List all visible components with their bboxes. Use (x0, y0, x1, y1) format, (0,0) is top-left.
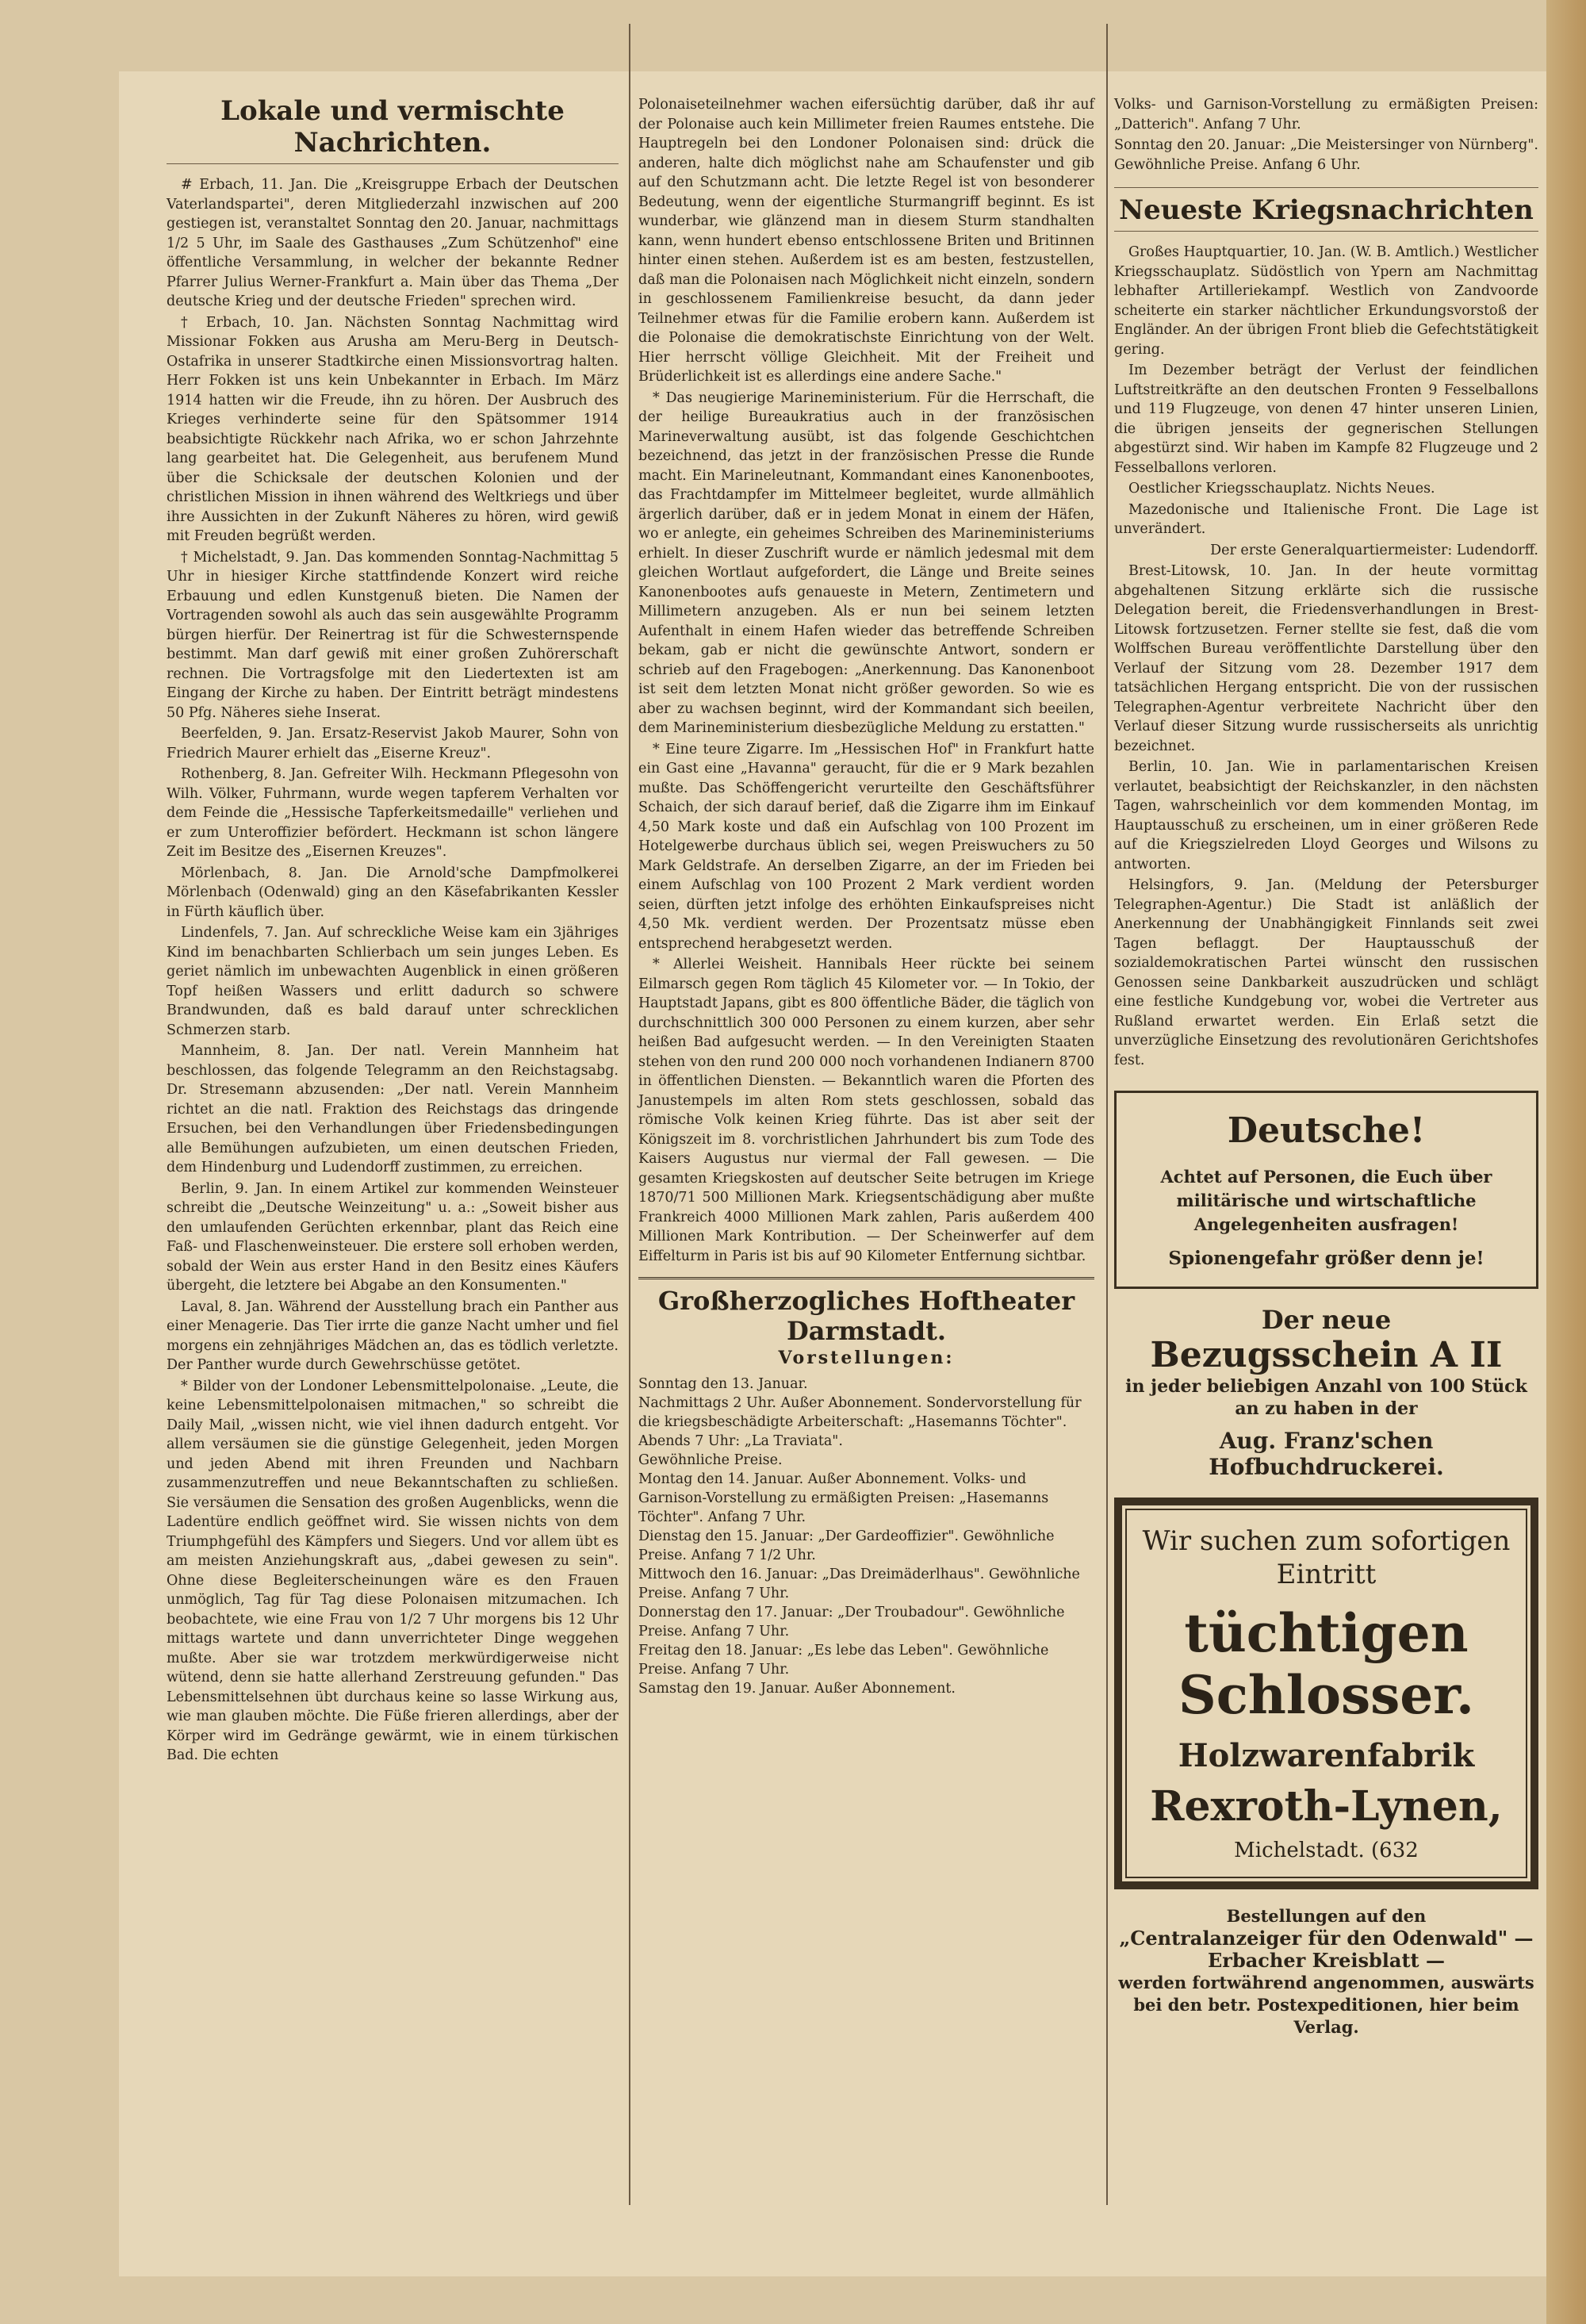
ad-body: Achtet auf Personen, die Euch über militärische und wirtschaftliche Angelegenheiten ausfragen! (1160, 1167, 1492, 1234)
theatre-entry: Samstag den 19. Januar. Außer Abonnement. (638, 1681, 956, 1697)
ad-line: „Centralanzeiger für den Odenwald" — Erbacher Kreisblatt — (1119, 1927, 1534, 1972)
theatre-title: Großherzogliches Hoftheater Darmstadt. (657, 1286, 1075, 1346)
article: Berlin, 10. Jan. Wie in parlamentarischen Kreisen verlautet, beabsichtigt der Reichskanzler, in den nächsten Tagen, wahrscheinlich vor dem kommenden Montag, im Hauptausschuß zu erscheinen, um in einer größeren Rede auf die Kriegszielreden Lloyd Georges und Wilsons zu antworten. (1114, 759, 1538, 872)
section-headline: Lokale und vermischte Nachrichten. (167, 95, 619, 164)
ad-line: Bezugsschein A II (1150, 1335, 1503, 1375)
ad-spy-warning (1114, 1091, 1538, 1289)
article: † Erbach, 10. Jan. Nächsten Sonntag Nachmittag wird Missionar Fokken aus Arusha am Meru-Berg in Deutsch-Ostafrika in unserer Stadtkirche einen Missionsvortrag halten. Herr Fokken ist uns kein Unbekannter in Erbach. Im März 1914 hatten wir die Freude, ihn zu hören. Der Ausbruch des Krieges verhinderte seine für den Spätsommer 1914 beabsichtigte Rückkehr nach Afrika, wo er schon Jahrzehnte lang gearbeitet hat. Die Gelegenheit, aus berufenem Mund über die Schicksale der deutschen Kolonien und der christlichen Mission in ihnen während des Weltkriegs und über ihre Aussichten in der Zukunft Näheres zu hören, wird gewiß mit Freuden begrüßt werden. (167, 314, 619, 544)
theatre-entry: Sonntag den 13. Januar. (638, 1376, 808, 1392)
ad-line: Michelstadt. (632 (1234, 1839, 1419, 1862)
ad-line: Der neue (1261, 1305, 1392, 1335)
ad-bezugsschein (1114, 1305, 1538, 1480)
article: * Allerlei Weisheit. Hannibals Heer rückte bei seinem Eilmarsch gegen Rom täglich 45 Kilometer vor. — In Tokio, der Hauptstadt Japans, gibt es 800 öffentliche Bäder, die täglich von durchschnittlich 300 000 Personen zu einem kurzen, aber sehr heißen Bad aufgesucht werden. — In den Vereinigten Staaten stehen von den rund 200 000 noch vorhandenen Indianern 8700 in öffentlichen Diensten. — Bekanntlich waren die Pforten des Janustempels im alten Rom stets geschlossen, sobald das römische Volk keinen Krieg führte. Das ist aber seit der Königszeit im 8. vorchristlichen Jahrhundert bis zum Tode des Kaisers Augustus nur viermal der Fall gewesen. — Die gesamten Kriegskosten auf deutscher Seite betrugen im Kriege 1870/71 500 Millionen Mark. Kriegsentschädigung aber mußte Frankreich 4000 Millionen Mark zahlen, Paris außerdem 400 Millionen Mark Kontribution. — Der Scheinwerfer auf dem Eiffelturm in Paris ist bis auf 90 Kilometer Entfernung sichtbar. (638, 957, 1094, 1264)
theatre-entry: Freitag den 18. Januar: „Es lebe das Leben". Gewöhnliche Preise. Anfang 7 Uhr. (638, 1643, 1049, 1678)
article: Mazedonische und Italienische Front. Die Lage ist unverändert. (1114, 501, 1538, 537)
article: Lindenfels, 7. Jan. Auf schreckliche Weise kam ein 3jähriges Kind im benachbarten Schlierbach um sein junges Leben. Es geriet nämlich im unbewachten Augenblick in einen größeren Topf heißen Wassers und erlitt dadurch so schwere Brandwunden, daß es bald darauf unter schrecklichen Schmerzen starb. (167, 925, 619, 1038)
theatre-entry: Abends 7 Uhr: „La Traviata". (638, 1433, 843, 1449)
article: * Bilder von der Londoner Lebensmittelpolonaise. „Leute, die keine Lebensmittelpolonaisen mitmachen," so schreibt die Daily Mail, „wissen nicht, wie viel ihnen dadurch entgeht. Vor allem versäumen sie die günstige Gelegenheit, jeden Morgen und jeden Abend mit ihren Freunden und Nachbarn zusammenzutreffen und neue Bekanntschaften zu schließen. Sie versäumen die Sensation des großen Augenblicks, wenn die Ladentüre endlich geöffnet wird. Sie wissen nichts von dem Triumphgefühl des Kämpfers und Siegers. Und vor allem übt es am meisten Anziehungskraft aus, „dabei gewesen zu sein". Ohne diese Begleiterscheinungen wäre es den Frauen unmöglich, Tag für Tag diese Polonaisen mitzumachen. Ich beobachtete, wie eine Frau von 1/2 7 Uhr morgens bis 12 Uhr mittags wartete und dann unverrichteter Dinge weggehen mußte. Aber sie war trotzdem merkwürdigerweise nicht wütend, denn sie hatte allerhand Zerstreuung gefunden." Das Lebensmittelsehnen übt durchaus keine so lasse Wirkung aus, wie man glauben möchte. Die Füße frieren allerdings, aber der Körper wird im Gedränge gewärmt, wie in einem türkischen Bad. Die echten (167, 1378, 619, 1763)
ad-line: Bestellungen auf den (1226, 1906, 1427, 1926)
ad-line: Holzwarenfabrik (1178, 1737, 1475, 1774)
column-rule (1106, 24, 1108, 2205)
column-local-news (167, 95, 619, 1767)
article: Polonaiseteilnehmer wachen eifersüchtig darüber, daß ihr auf der Polonaise auch kein Millimeter freien Raumes entstehe. Die Hauptregeln bei den Londoner Polonaisen sind: drück die anderen, halte dich möglichst nahe am Schaufenster und gib auf den Schutzmann acht. Die letzte Regel ist von besonderer Bedeutung, wenn der eigentliche Sturmangriff beginnt. Es ist wunderbar, wie glänzend man in diesem Sturm standhalten kann, wenn hundert ebenso entschlossene Briten und Britinnen hinter einen stehen. Außerdem ist es am besten, festzustellen, daß man die Polonaisen nach Möglichkeit nicht einzeln, sondern in geschlossenem Familienkreise besucht, da dann jeder Teilnehmer etwas für die Familie erobern kann. Außerdem ist die Polonaise die demokratischste Einrichtung von der Welt. Hier herrscht völlige Gleichheit. Mit der Freiheit und Brüderlichkeit ist es allerdings eine andere Sache." (638, 97, 1094, 385)
ad-orders (1114, 1905, 1538, 2038)
ad-line: in jeder beliebigen Anzahl von 100 Stück an zu haben in der (1125, 1376, 1527, 1419)
article: Beerfelden, 9. Jan. Ersatz-Reservist Jakob Maurer, Sohn von Friedrich Maurer erhielt das „Eiserne Kreuz". (167, 726, 619, 761)
theatre-entry: Sonntag den 20. Januar: „Die Meistersinger von Nürnberg". Gewöhnliche Preise. Anfang 6 Uhr. (1114, 137, 1538, 173)
ad-line: Rexroth-Lynen, (1150, 1782, 1503, 1831)
article-list (167, 175, 619, 1766)
article: * Das neugierige Marineministerium. Für die Herrschaft, die der heilige Bureaukratius auch in der französischen Marineverwaltung ausübt, ist das folgende Geschichtchen bezeichnend, das jetzt in der französischen Presse die Runde macht. Ein Marineleutnant, Kommandant eines Kanonenbootes, das Frachtdampfer im Mittelmeer begleitet, wurde allmählich ärgerlich darüber, daß er in jedem Monat in einem der Häfen, wo er anlegte, ein geheimes Schreiben des Marineministeriums erhielt. In dieser Zuschrift wurde er nämlich jedesmal mit dem gleichen Wortlaut aufgefordert, die Länge und Breite seines Kanonenbootes aufs genaueste in Metern, Zentimetern und Millimetern anzugeben. Als er nun bei seinem letzten Aufenthalt in einem Hafen wieder das betreffende Schreiben bekam, gab er nicht die gewünschte Antwort, sondern er schrieb auf den Fragebogen: „Anerkennung. Das Kanonenboot ist seit dem letzten Monat nicht größer geworden. So wie es aber zu wachsen beginnt, wird der Kommandant sich beeilen, dem Marineministerium diesbezügliche Meldung zu erstatten." (638, 389, 1094, 736)
article: Mörlenbach, 8. Jan. Die Arnold'sche Dampfmolkerei Mörlenbach (Odenwald) ging an den Käsefabrikanten Kessler in Fürth käuflich über. (167, 865, 619, 920)
page-edge (1546, 0, 1586, 2324)
article: Laval, 8. Jan. Während der Ausstellung brach ein Panther aus einer Menagerie. Das Tier irrte die ganze Nacht umher und fiel morgens ein zehnjähriges Mädchen an, das es tödlich verletzte. Der Panther wurde durch Gewehrschüsse getötet. (167, 1298, 619, 1373)
article: Berlin, 9. Jan. In einem Artikel zur kommenden Weinsteuer schreibt die „Deutsche Weinzeitung" u. a.: „Soweit bisher aus den umlaufenden Gerüchten erkennbar, plant das Reich eine Faß- und Flaschenweinsteuer. Die erstere soll erhoben werden, sobald der Wein aus erster Hand in den Besitz eines Käufers übergeht, die letztere bei Abgabe an den Konsumenten." (167, 1180, 619, 1294)
article: † Michelstadt, 9. Jan. Das kommenden Sonntag-Nachmittag 5 Uhr in hiesiger Kirche stattfindende Konzert wird reiche Erbauung und edlen Kunstgenuß bieten. Die Namen der Vortragenden sowohl als auch das sein ausgewählte Programm bürgen hierfür. Der Reinertrag ist für die Schwesternspende bestimmt. Man darf gewiß mit einer großen Zuhörerschaft rechnen. Die Vortragsfolge mit den Liedertexten ist am Eingang der Kirche zu haben. Der Eintritt beträgt mindestens 50 Pfg. Näheres siehe Inserat. (167, 549, 619, 721)
article: Im Dezember beträgt der Verlust der feindlichen Luftstreitkräfte an den deutschen Fronten 9 Fesselballons und 119 Flugzeuge, von denen 47 hinter unseren Linien, die übrigen jenseits der gegnerischen Stellungen abgestürzt sind. Wir haben im Kampfe 82 Flugzeuge und 2 Fesselballons verloren. (1114, 362, 1538, 476)
column-war-news (1114, 95, 1538, 2038)
article: Mannheim, 8. Jan. Der natl. Verein Mannheim hat beschlossen, das folgende Telegramm an den Reichstagsabg. Dr. Stresemann abzusenden: „Der natl. Verein Mannheim richtet an die natl. Fraktion des Reichstags das dringende Ersuchen, bei den Verhandlungen über Friedensbedingungen alle Bemühungen aufzubieten, um einen deutschen Frieden, dem Hindenburg und Ludendorff zustimmen, zu erreichen. (167, 1043, 619, 1175)
ad-line: werden fortwährend angenommen, auswärts bei den betr. Postexpeditionen, hier beim Verlag. (1118, 1973, 1534, 2037)
ad-line: tüchtigen Schlosser. (1178, 1602, 1474, 1726)
theatre-subtitle: Vorstellungen: (778, 1348, 955, 1368)
ad-job-offer (1114, 1498, 1538, 1889)
ad-line: Wir suchen zum sofortigen Eintritt (1142, 1525, 1511, 1590)
ad-title: Deutsche! (1227, 1110, 1426, 1151)
article: Helsingfors, 9. Jan. (Meldung der Petersburger Telegraphen-Agentur.) Die Stadt ist anläßlich der Anerkennung der Unabhängigkeit Finnlands seit zwei Tagen beflaggt. Der Hauptausschuß der sozialdemokratischen Partei wünscht den russischen Genossen seine Dankbarkeit auszudrücken und schlägt eine festliche Kundgebung vor, wobei die Vertreter aus Rußland erwartet werden. Ein Erlaß setzt die unverzügliche Einsetzung des revolutionären Gerichtshofes fest. (1114, 877, 1538, 1068)
theatre-continued (1114, 95, 1538, 174)
theatre-entry: Dienstag den 15. Januar: „Der Gardeoffizier". Gewöhnliche Preise. Anfang 7 1/2 Uhr. (638, 1528, 1055, 1563)
article: # Erbach, 11. Jan. Die „Kreisgruppe Erbach der Deutschen Vaterlandspartei", deren Mitgliederzahl inzwischen auf 200 gestiegen ist, veranstaltet Sonntag den 20. Januar, nachmittags 1/2 5 Uhr, im Saale des Gasthauses „Zum Schützenhof" eine öffentliche Versammlung, in welcher der bekannte Redner Pfarrer Julius Werner-Frankfurt a. Main über das Thema „Der deutsche Krieg und der deutsche Frieden" sprechen wird. (167, 177, 619, 309)
ad-footer: Spionengefahr größer denn je! (1168, 1248, 1484, 1269)
theatre-entry: Montag den 14. Januar. Außer Abonnement. Volks- und Garnison-Vorstellung zu ermäßigten Preisen: „Hasemanns Töchter". Anfang 7 Uhr. (638, 1471, 1049, 1525)
article-list (1114, 243, 1538, 1070)
article: Oestlicher Kriegsschauplatz. Nichts Neues. (1128, 481, 1435, 497)
column-misc-news (638, 95, 1094, 1698)
section-headline: Neueste Kriegsnachrichten (1114, 187, 1538, 232)
theatre-entry: Mittwoch den 16. Januar: „Das Dreimäderlhaus". Gewöhnliche Preise. Anfang 7 Uhr. (638, 1567, 1080, 1601)
column-rule (629, 24, 630, 2205)
article-list (638, 95, 1094, 1266)
ad-line: Aug. Franz'schen Hofbuchdruckerei. (1209, 1428, 1444, 1480)
article: Rothenberg, 8. Jan. Gefreiter Wilh. Heckmann Pflegesohn von Wilh. Völker, Fuhrmann, wurde wegen tapferem Verhalten vor dem Feinde die „Hessische Tapferkeitsmedaille" verliehen und er zum Unteroffizier befördert. Heckmann ist schon längere Zeit im Besitze des „Eisernen Kreuzes". (167, 766, 619, 860)
signature: Der erste Generalquartiermeister: Ludendorff. (1210, 542, 1538, 558)
theatre-entry: Volks- und Garnison-Vorstellung zu ermäßigten Preisen: „Datterich". Anfang 7 Uhr. (1114, 97, 1538, 132)
article: Großes Hauptquartier, 10. Jan. (W. B. Amtlich.) Westlicher Kriegsschauplatz. Südöstlich von Ypern am Nachmittag lebhafter Artilleriekampf. Westlich von Zandvoorde scheiterte ein starker nächtlicher Erkundungsvorstoß der Engländer. An der übrigen Front blieb die Gefechtstätigkeit gering. (1114, 244, 1539, 358)
article: Brest-Litowsk, 10. Jan. In der heute vormittag abgehaltenen Sitzung erklärte sich die russische Delegation bereit, die Friedensverhandlungen in Brest-Litowsk fortzusetzen. Ferner stellte sie fest, daß die vom Wolffschen Bureau veröffentlichte Darstellung über den Verlauf der Sitzung vom 28. Dezember 1917 dem tatsächlichen Hergang entspricht. Die von der russischen Telegraphen-Agentur verbreitete Nachricht über den Verlauf dieser Sitzung wurde russischerseits als unrichtig bezeichnet. (1114, 563, 1538, 754)
theatre-schedule (638, 1277, 1094, 1698)
article: * Eine teure Zigarre. Im „Hessischen Hof" in Frankfurt hatte ein Gast eine „Havanna" geraucht, für die er 9 Mark bezahlen mußte. Das Schöffengericht verurteilte den Geschäftsführer Schaich, der sich darauf berief, daß die Zigarre ihm im Einkauf 4,50 Mark koste und daß ein Aufschlag von 100 Prozent im Hotelgewerbe durchaus üblich sei, wegen Preiswuchers zu 50 Mark Geldstrafe. An derselben Zigarre, an der im Frieden bei einem Aufschlag von 100 Prozent 2 Mark verdient worden seien, dürften jetzt infolge des erhöhten Einkaufspreises nicht 4,50 Mk. verdient werden. Der Prozentsatz müsse eben entsprechend herabgesetzt werden. (638, 741, 1094, 952)
theatre-entry: Nachmittags 2 Uhr. Außer Abonnement. Sondervorstellung für die kriegsbeschädigte Arbeiterschaft: „Hasemanns Töchter". (638, 1395, 1082, 1430)
theatre-entry: Gewöhnliche Preise. (638, 1452, 783, 1468)
theatre-entry: Donnerstag den 17. Januar: „Der Troubadour". Gewöhnliche Preise. Anfang 7 Uhr. (638, 1605, 1065, 1639)
